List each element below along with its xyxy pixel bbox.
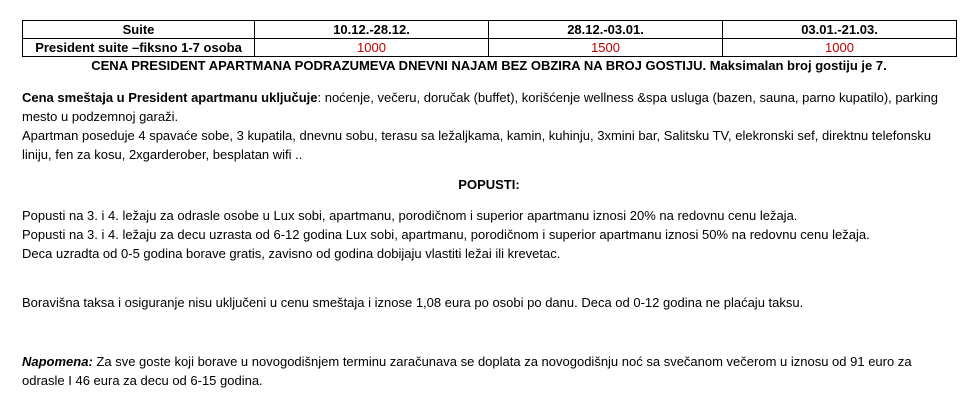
header-period-2: 28.12.-03.01. <box>489 21 723 39</box>
header-suite: Suite <box>23 21 255 39</box>
price-period-3: 1000 <box>723 39 957 57</box>
note-label: Napomena: <box>22 354 93 369</box>
row-label: President suite –fiksno 1-7 osoba <box>23 39 255 57</box>
tax-paragraph: Boravišna taksa i osiguranje nisu uključeni u cenu smeštaja i iznose 1,08 eura po osobi po danu. Deca od 0-12 godina ne plaćaju taksu. <box>22 295 804 310</box>
notice-line: CENA PRESIDENT APARTMANA PODRAZUMEVA DNEVNI NAJAM BEZ OBZIRA NA BROJ GOSTIJU. Maksimalan broj gostiju je 7. <box>91 58 887 73</box>
price-period-1: 1000 <box>255 39 489 57</box>
table-header-row <box>23 21 957 39</box>
note-text: Za sve goste koji borave u novogodišnjem terminu zaračunava se doplata za novogodišnju noć sa svečanom večerom u iznosu od 91 euro za odrasle I 46 eura za decu od 6-15 godina. <box>22 354 912 388</box>
table-row <box>23 39 957 57</box>
price-period-2: 1500 <box>489 39 723 57</box>
discounts-heading: POPUSTI: <box>458 177 520 192</box>
header-period-1: 10.12.-28.12. <box>255 21 489 39</box>
includes-text: : noćenje, večeru, doručak (buffet), korišćenje wellness &spa usluga (bazen, sauna, parno kupatilo), parking mesto u podzemnoj garaži. <box>22 90 939 124</box>
discount-line-children: Popusti na 3. i 4. ležaju za decu uzrasta od 6-12 godina Lux sobi, apartmanu, porodičnom i superior apartmanu iznosi 50% na redovnu cenu ležaja. <box>22 227 870 242</box>
discount-line-infants: Deca uzradta od 0-5 godina borave gratis, zavisno od godina dobijaju vlastiti ležai ili krevetac. <box>22 246 561 261</box>
header-period-3: 03.01.-21.03. <box>723 21 957 39</box>
discount-line-adults: Popusti na 3. i 4. ležaju za odrasle osobe u Lux sobi, apartmanu, porodičnom i superior apartmanu iznosi 20% na redovnu cenu ležaja. <box>22 208 798 223</box>
price-table <box>22 20 957 57</box>
amenities-paragraph: Apartman poseduje 4 spavaće sobe, 3 kupatila, dnevnu sobu, terasu sa ležaljkama, kamin, kuhinju, 3xmini bar, Salitsku TV, elekronski sef, direktnu telefonsku liniju, fen za kosu, 2xgarderober, besplatan wifi .. <box>22 128 932 162</box>
includes-paragraph <box>22 88 956 126</box>
includes-label: Cena smeštaja u President apartmanu uključuje <box>22 90 318 105</box>
note-paragraph <box>22 352 956 390</box>
